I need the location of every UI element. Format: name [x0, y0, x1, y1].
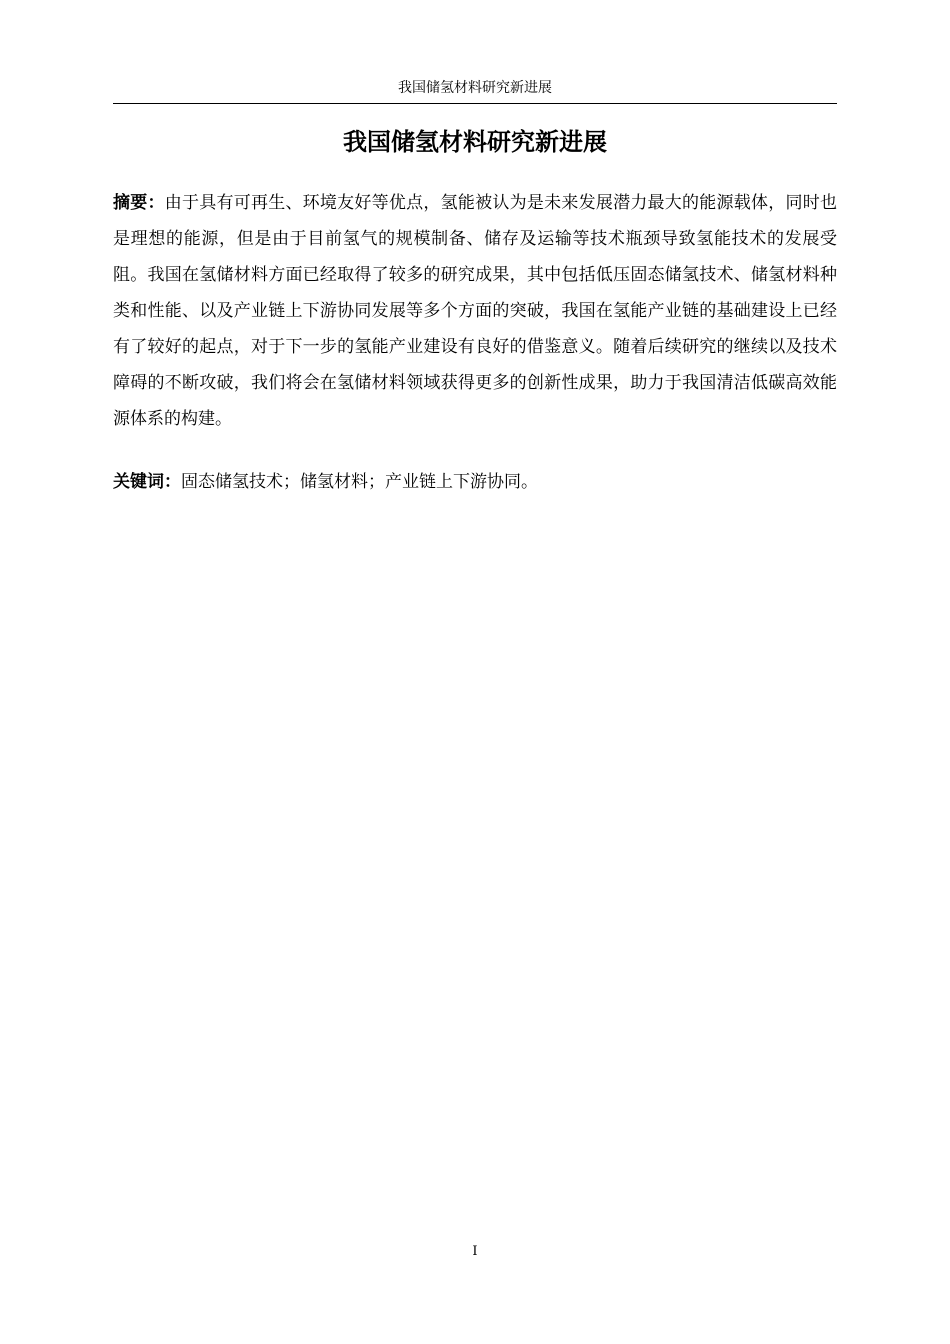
abstract-text: 由于具有可再生、环境友好等优点，氢能被认为是未来发展潜力最大的能源载体，同时也是理想的能源，但是由于目前氢气的规模制备、储存及运输等技术瓶颈导致氢能技术的发展受阻。我国在氢储材料方面已经取得了较多的研究成果，其中包括低压固态储氢技术、储氢材料种类和性能、以及产业链上下游协同发展等多个方面的突破，我国在氢能产业链的基础建设上已经有了较好的起点，对于下一步的氢能产业建设有良好的借鉴意义。随着后续研究的继续以及技术障碍的不断攻破，我们将会在氢储材料领域获得更多的创新性成果，助力于我国清洁低碳高效能源体系的构建。	[113, 193, 838, 429]
keywords-text: 固态储氢技术；储氢材料；产业链上下游协同。	[181, 472, 538, 492]
abstract-label: 摘要：	[113, 193, 165, 213]
running-header: 我国储氢材料研究新进展	[398, 80, 552, 96]
header-divider	[113, 103, 837, 104]
keywords-label: 关键词：	[113, 472, 181, 492]
keywords-paragraph	[113, 464, 837, 500]
document-title: 我国储氢材料研究新进展	[343, 128, 607, 156]
abstract-paragraph	[113, 185, 837, 437]
page-number: I	[472, 1244, 478, 1259]
